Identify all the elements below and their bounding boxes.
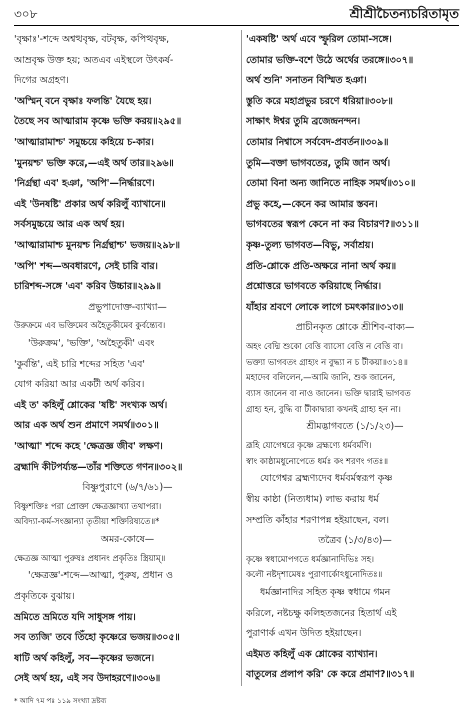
text-line: 'কুর্বন্তি', এই চারি শব্দের সহিত 'এব' [14,358,145,370]
text-line: প্রশ্নোত্তরে ভাগবতে করিয়াছে নির্দ্ধার। [246,281,382,293]
text-line: এইমত কহিলুঁ এক শ্লোকের ব্যাখ্যান। [246,648,378,660]
text-line: বিষ্ণুশক্তিঃ পরা প্রোক্তা ক্ষেত্রজ্ঞাখ্যা তথাপরা। [14,500,162,511]
text-line: 'মুনয়শ্চ' ভক্তি করে,—এই অর্থ তার॥২৯৬॥ [14,157,174,169]
text-line: অহং বেদ্মি শুকো বেত্তি ব্যাসো বেত্তি ন বেত্তি বা। [246,340,403,351]
text-line: আর এক অর্থ শুন প্রমাণে সমর্থ॥৩০১॥ [14,420,159,432]
text-line: সর্বসমুচ্চয়ে আর এক অর্থ হয়। [14,219,125,231]
text-line: অমর-কোষে— [100,534,155,546]
text-line: ষাটি অর্থ কহিলুঁ, সব—কৃষ্ণের ভজনে। [14,652,155,664]
text-line: তৈছে সব আত্মারাম কৃষ্ণে ভক্তি করয়॥২৯৫॥ [14,116,182,128]
running-title: শ্রীশ্রীচৈতন্যচরিতামৃত [349,7,459,22]
text-line: শ্রীমদ্ভাগবতে (১/১/২৩)— [306,421,404,433]
text-line: সম্প্রতি কাঁহার শরণাপন্ন হইয়াছেন, বল। [246,514,389,526]
right-column [241,30,464,686]
text-line: ব্যাস জানেন বা নাও জানেন। ভক্তি দ্বারাই ভাগবত [246,387,411,398]
text-line: মহাদেব বলিলেন,—আমি জানি, শুক জানেন, [246,372,396,383]
text-line: পুরাণার্ক এখন উদিত হইয়াছেন। [246,628,362,640]
text-line: আম্রবৃক্ষ উক্ত হয়; অতএব এইস্থলে উৎকর্ষ- [14,54,174,66]
text-line: প্রকৃতিকে বুঝায়। [14,591,75,602]
text-line: ধর্মজ্ঞানাদির সহিত কৃষ্ণ স্বধামে গমন [260,587,391,599]
text-line: উরুক্রমে এব ভক্তিমেব অহৈতুকীমেব কুর্বন্ত্যেব। [14,320,166,331]
text-line: তোমার নিশ্বাসে সর্ববেদ-প্রবর্তন॥৩০৯॥ [246,136,389,148]
text-line: প্রাচীনকৃত শ্লোকে শ্রীশিব-বাক্য— [295,322,415,334]
text-line: বিষ্ণুপুরাণে (৬/৭/৬১)— [82,482,173,494]
text-line: 'আত্মারামাশ্চ' সমুচ্চয়ে কহিয়ে চ-কার। [14,136,154,148]
text-line: তোমার ভক্তি-বশে উঠে অর্থের তরঙ্গে॥৩০৭॥ [246,54,414,66]
text-line: 'আত্মারামাশ্চ মুনয়শ্চ নির্গ্রন্থাশ্চ' ভজয়॥২৯৮॥ [14,239,180,251]
text-line: স্বাং কাষ্ঠামধুনোপেতে ধর্মঃ কং শরণং গতঃ॥ [246,455,388,466]
footnote: * আদি ৭ম পঃ ১১৯ সংখ্যা দ্রষ্টব্য [14,697,107,705]
text-line: প্রভু কহে,—কেনে কর আমার স্তবন। [246,198,378,210]
text-line: 'উরুক্রম', 'ভক্তি', 'অহৈতুকী' এবং [28,338,155,349]
text-line: 'আত্মা' শব্দে কহে 'ক্ষেত্রজ্ঞ জীব' লক্ষণ। [14,440,163,452]
text-line: ভাগবতের স্বরূপ কেনে না কর বিচারণ?॥৩১১॥ [246,219,419,231]
text-line: অর্থ শুনি' সনাতন বিস্মিত হঞা। [246,75,367,87]
text-line: কলৌ নষ্টদৃশামেষঃ পুরাণার্কোঽধুনোদিতঃ॥ [246,569,383,580]
text-line: 'একষষ্টি' অর্থ এবে স্ফুরিল তোমা-সঙ্গে। [246,34,392,45]
text-line: 'নির্গ্রন্থা এব' হঞা, 'অপি'—নির্দ্ধারণে। [14,178,155,190]
page-header [14,3,459,26]
text-line: 'অপি' শব্দ—অবধারণে, সেই চারি বার। [14,260,158,272]
text-line: দিগের অগ্রহণ। [14,75,69,87]
text-line: যাঁহার শ্রবণে লোকে লাগে চমৎকার॥৩১৩॥ [246,301,404,313]
text-line: এই 'উনষষ্টি' প্রকার অর্থ করিলুঁ ব্যাখানে॥ [14,198,166,210]
text-line: কৃষ্ণে স্বধামোপগতে ধর্মজ্ঞানাদিভিঃ সহ। [246,553,375,564]
text-line: তত্রৈব (১/৩/৪৩)— [318,535,392,547]
text-line: প্রতি-শ্লোকে প্রতি-অক্ষরে নানা অর্থ কয়॥ [246,260,397,272]
text-line: গ্রাহ্য হন, বুদ্ধি বা টীকাদ্বারা কখনই গ্রাহ্য হন না। [246,403,401,414]
text-line: এই ত' কহিলুঁ শ্লোকের 'ষষ্টি' সংখ্যক অর্থ। [14,399,168,411]
text-line: তোমা বিনা অন্য জানিতে নাহিক সমর্থ॥৩১০॥ [246,178,416,190]
text-line: সাক্ষাৎ ঈশ্বর তুমি ব্রজেন্দ্রনন্দন। [246,116,361,128]
text-line: স্বীয় কাষ্ঠা (নিত্যধাম) লাভ করায় ধর্ম [246,493,379,505]
text-line: সব ত্যজি' তবে তিঁহো কৃষ্ণেরে ভজয়॥৩০৫॥ [14,632,180,644]
text-line: সেই অর্থ হয়, এই সব উদাহরণে॥৩০৬॥ [14,673,161,685]
text-line: ভ্রমিতে ভ্রমিতে যদি সাধুসঙ্গ পায়। [14,611,136,623]
text-line: যোগেশ্বর ব্রহ্মণ্যদেব ধর্মবর্মস্বরূপ কৃষ্ণ [260,473,393,485]
page-number: ৩০৮ [14,7,38,21]
text-line: স্তুতি করে মহাপ্রভুর চরণে ধরিয়া॥৩০৮॥ [246,95,393,107]
text-line: প্রভুপাদোক্ত-ব্যাখ্যা— [88,301,167,313]
text-line: ক্ষেত্রজ্ঞ আত্মা পুরুষঃ প্রধানং প্রকৃতিঃ স্ত্রিয়াম্॥ [14,552,166,563]
text-line: ব্রহ্মাদি কীটপর্য্যন্ত—তাঁর শক্তিতে গণন॥৩০২॥ [14,461,183,473]
text-line: করিলে, নষ্টচক্ষু কলিহতজনের হিতার্থ এই [246,607,397,619]
left-column [14,30,241,690]
text-line: তুমি—বক্তা ভাগবতের, তুমি জান অর্থ। [246,157,391,169]
text-line: বাতুলের প্রলাপ করি' কে করে প্রমাণ?॥৩১৭॥ [246,669,415,681]
text-line: 'অস্মিন্ বনে বৃক্ষাঃ ফলন্তি' যৈছে হয়। [14,95,152,107]
text-line: চারিশব্দ-সঙ্গে 'এব' করিব উচ্চার॥২৯৯॥ [14,281,161,293]
text-line: 'ক্ষেত্রজ্ঞ'-শব্দে—আত্মা, পুরুষ, প্রধান ও [28,570,173,582]
text-line: ভক্ত্যা ভাগবতং গ্রাহ্যং ন বুদ্ধ্যা ন চ টীকয়া॥৩১৪॥ [246,356,408,367]
text-line: 'বৃক্ষাঃ'-শব্দে অশ্বত্থবৃক্ষ, বটবৃক্ষ, কপিত্থবৃক্ষ, [14,34,170,45]
text-line: কৃষ্ণ-তুল্য ভাগবত—বিভু, সর্বাশ্রয়। [246,239,374,251]
text-line: যোগ করিয়া আর একটী অর্থ করিব। [14,379,145,391]
text-line: অবিদ্যা-কর্ম-সংজ্ঞান্যা তৃতীয়া শক্তিরিষ্যতে॥* [14,516,160,527]
text-line: ব্রূহি যোগেশ্বরে কৃষ্ণে ব্রহ্মণ্যে ধর্মবর্মণি। [246,439,372,450]
